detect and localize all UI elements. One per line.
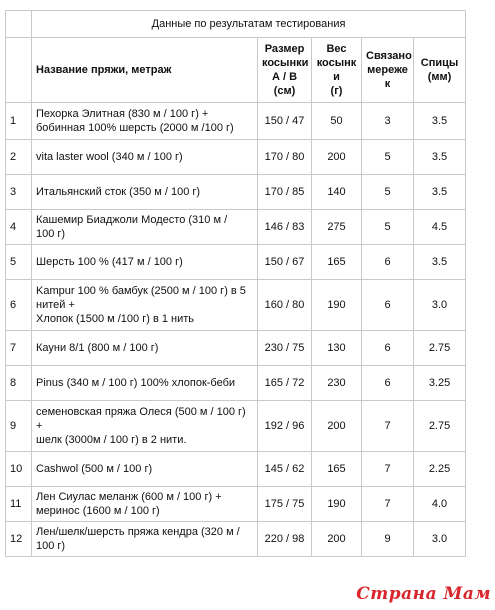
row-number: 5 <box>6 245 32 280</box>
shawl-weight: 140 <box>312 175 362 210</box>
yarn-name: Кауни 8/1 (800 м / 100 г) <box>32 331 258 366</box>
yarn-name: Шерсть 100 % (417 м / 100 г) <box>32 245 258 280</box>
linked-count: 6 <box>362 331 414 366</box>
header-weight: Вес косынк и (г) <box>312 38 362 103</box>
linked-count: 5 <box>362 210 414 245</box>
shawl-size: 170 / 85 <box>258 175 312 210</box>
yarn-name: Pinus (340 м / 100 г) 100% хлопок-беби <box>32 366 258 401</box>
yarn-name: Cashwol (500 м / 100 г) <box>32 452 258 487</box>
needle-size: 2.25 <box>414 452 466 487</box>
shawl-weight: 200 <box>312 140 362 175</box>
shawl-weight: 200 <box>312 522 362 557</box>
header-row <box>6 38 466 103</box>
watermark-logo: Страна Мам <box>356 584 491 604</box>
needle-size: 3.5 <box>414 103 466 140</box>
shawl-weight: 165 <box>312 245 362 280</box>
needle-size: 3.5 <box>414 175 466 210</box>
row-number: 4 <box>6 210 32 245</box>
shawl-weight: 230 <box>312 366 362 401</box>
yarn-name: Кашемир Биаджоли Модесто (310 м / 100 г) <box>32 210 258 245</box>
shawl-size: 150 / 67 <box>258 245 312 280</box>
shawl-weight: 130 <box>312 331 362 366</box>
shawl-size: 192 / 96 <box>258 401 312 452</box>
yarn-name: Пехорка Элитная (830 м / 100 г) + бобинная 100% шерсть (2000 м /100 г) <box>32 103 258 140</box>
linked-count: 3 <box>362 103 414 140</box>
needle-size: 3.5 <box>414 245 466 280</box>
shawl-weight: 50 <box>312 103 362 140</box>
table-row <box>6 175 466 210</box>
shawl-size: 150 / 47 <box>258 103 312 140</box>
linked-count: 6 <box>362 366 414 401</box>
row-number: 11 <box>6 487 32 522</box>
shawl-weight: 275 <box>312 210 362 245</box>
table-row <box>6 245 466 280</box>
table-row <box>6 401 466 452</box>
shawl-size: 230 / 75 <box>258 331 312 366</box>
needle-size: 4.0 <box>414 487 466 522</box>
table-row <box>6 280 466 331</box>
shawl-weight: 190 <box>312 487 362 522</box>
table-row <box>6 487 466 522</box>
linked-count: 9 <box>362 522 414 557</box>
yarn-name: Итальянский сток (350 м / 100 г) <box>32 175 258 210</box>
linked-count: 5 <box>362 140 414 175</box>
needle-size: 3.5 <box>414 140 466 175</box>
shawl-weight: 190 <box>312 280 362 331</box>
shawl-size: 160 / 80 <box>258 280 312 331</box>
table-title: Данные по результатам тестирования <box>32 11 466 38</box>
yarn-name: семеновская пряжа Олеся (500 м / 100 г) + шелк (3000м / 100 г) в 2 нити. <box>32 401 258 452</box>
row-number: 1 <box>6 103 32 140</box>
row-number: 3 <box>6 175 32 210</box>
table-row <box>6 522 466 557</box>
yarn-name: Kampur 100 % бамбук (2500 м / 100 г) в 5 нитей + Хлопок (1500 м /100 г) в 1 нить <box>32 280 258 331</box>
needle-size: 2.75 <box>414 331 466 366</box>
shawl-size: 175 / 75 <box>258 487 312 522</box>
row-number: 6 <box>6 280 32 331</box>
linked-count: 7 <box>362 487 414 522</box>
table-row <box>6 140 466 175</box>
yarn-name: vita laster wool (340 м / 100 г) <box>32 140 258 175</box>
table-row <box>6 331 466 366</box>
table-row <box>6 210 466 245</box>
shawl-weight: 200 <box>312 401 362 452</box>
row-number: 12 <box>6 522 32 557</box>
linked-count: 7 <box>362 401 414 452</box>
row-number: 7 <box>6 331 32 366</box>
table-corner-cell <box>6 11 32 38</box>
needle-size: 4.5 <box>414 210 466 245</box>
row-number: 9 <box>6 401 32 452</box>
table-row <box>6 366 466 401</box>
linked-count: 5 <box>362 175 414 210</box>
needle-size: 3.25 <box>414 366 466 401</box>
needle-size: 3.0 <box>414 280 466 331</box>
yarn-name: Лен/шелк/шерсть пряжа кендра (320 м / 100 г) <box>32 522 258 557</box>
linked-count: 7 <box>362 452 414 487</box>
header-needles: Спицы (мм) <box>414 38 466 103</box>
table-row <box>6 103 466 140</box>
shawl-size: 170 / 80 <box>258 140 312 175</box>
header-num <box>6 38 32 103</box>
shawl-size: 146 / 83 <box>258 210 312 245</box>
needle-size: 2.75 <box>414 401 466 452</box>
shawl-weight: 165 <box>312 452 362 487</box>
header-size: Размер косынки А / В (см) <box>258 38 312 103</box>
linked-count: 6 <box>362 245 414 280</box>
yarn-test-table <box>5 10 466 557</box>
shawl-size: 165 / 72 <box>258 366 312 401</box>
header-linked: Связано мереже к <box>362 38 414 103</box>
shawl-size: 220 / 98 <box>258 522 312 557</box>
linked-count: 6 <box>362 280 414 331</box>
needle-size: 3.0 <box>414 522 466 557</box>
header-name: Название пряжи, метраж <box>32 38 258 103</box>
row-number: 8 <box>6 366 32 401</box>
row-number: 2 <box>6 140 32 175</box>
yarn-name: Лен Сиулас меланж (600 м / 100 г) + меринос (1600 м / 100 г) <box>32 487 258 522</box>
table-row <box>6 452 466 487</box>
shawl-size: 145 / 62 <box>258 452 312 487</box>
row-number: 10 <box>6 452 32 487</box>
